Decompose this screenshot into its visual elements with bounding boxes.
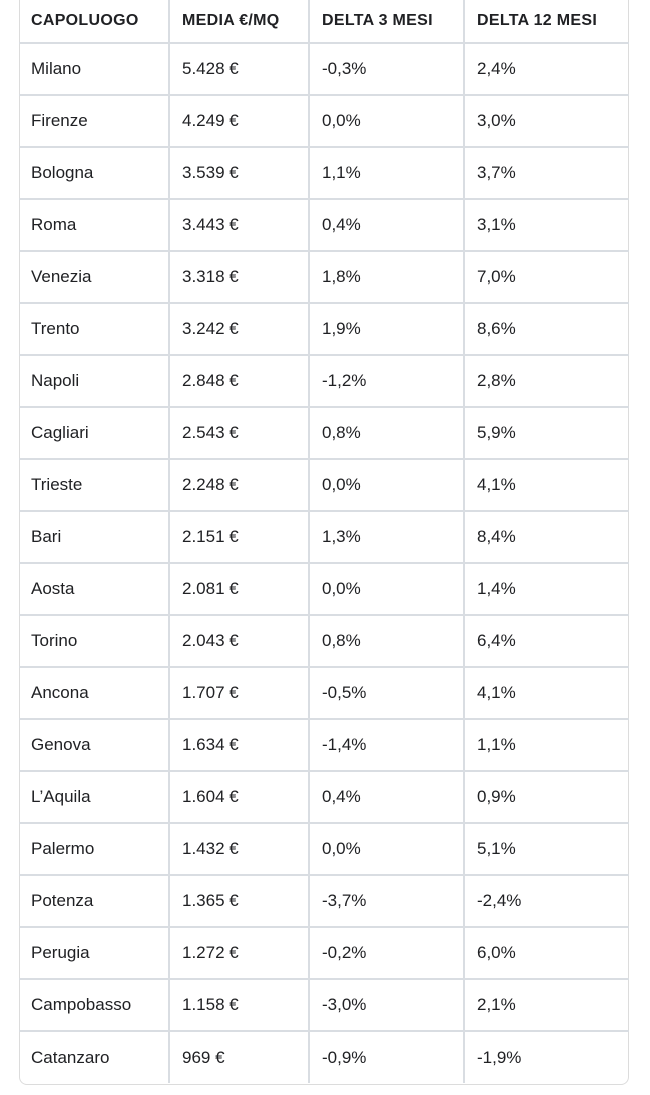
cell-media-eur-mq: 1.604 € xyxy=(169,771,309,823)
table-row xyxy=(19,43,629,95)
cell-delta-3-mesi: 0,4% xyxy=(309,771,464,823)
cell-media-eur-mq: 1.158 € xyxy=(169,979,309,1031)
cell-delta-3-mesi: 1,1% xyxy=(309,147,464,199)
cell-media-eur-mq: 3.242 € xyxy=(169,303,309,355)
cell-media-eur-mq: 1.272 € xyxy=(169,927,309,979)
table-row xyxy=(19,771,629,823)
cell-capoluogo: Cagliari xyxy=(19,407,169,459)
cell-capoluogo: Palermo xyxy=(19,823,169,875)
cell-media-eur-mq: 1.365 € xyxy=(169,875,309,927)
cell-delta-3-mesi: 0,0% xyxy=(309,823,464,875)
cell-delta-3-mesi: 1,8% xyxy=(309,251,464,303)
cell-media-eur-mq: 3.539 € xyxy=(169,147,309,199)
table-row xyxy=(19,875,629,927)
cell-delta-12-mesi: 2,4% xyxy=(464,43,629,95)
table-row xyxy=(19,407,629,459)
table-row xyxy=(19,459,629,511)
table-row xyxy=(19,95,629,147)
cell-delta-3-mesi: 0,0% xyxy=(309,95,464,147)
cell-delta-12-mesi: 6,0% xyxy=(464,927,629,979)
cell-delta-3-mesi: 0,4% xyxy=(309,199,464,251)
cell-delta-3-mesi: -0,9% xyxy=(309,1031,464,1083)
cell-capoluogo: Aosta xyxy=(19,563,169,615)
table-row xyxy=(19,303,629,355)
cell-delta-12-mesi: 4,1% xyxy=(464,459,629,511)
table-row xyxy=(19,563,629,615)
cell-capoluogo: Bologna xyxy=(19,147,169,199)
cell-capoluogo: Torino xyxy=(19,615,169,667)
header-delta-3-mesi: DELTA 3 MESI xyxy=(309,0,464,43)
cell-delta-3-mesi: 1,3% xyxy=(309,511,464,563)
cell-capoluogo: Firenze xyxy=(19,95,169,147)
cell-capoluogo: Milano xyxy=(19,43,169,95)
cell-media-eur-mq: 4.249 € xyxy=(169,95,309,147)
cell-media-eur-mq: 2.043 € xyxy=(169,615,309,667)
cell-capoluogo: Trieste xyxy=(19,459,169,511)
cell-delta-12-mesi: 5,1% xyxy=(464,823,629,875)
cell-delta-12-mesi: 8,4% xyxy=(464,511,629,563)
cell-delta-12-mesi: 3,0% xyxy=(464,95,629,147)
cell-capoluogo: Ancona xyxy=(19,667,169,719)
cell-capoluogo: L’Aquila xyxy=(19,771,169,823)
cell-capoluogo: Perugia xyxy=(19,927,169,979)
cell-delta-3-mesi: 0,0% xyxy=(309,563,464,615)
cell-delta-3-mesi: -1,4% xyxy=(309,719,464,771)
table-row xyxy=(19,355,629,407)
cell-capoluogo: Potenza xyxy=(19,875,169,927)
cell-delta-12-mesi: -1,9% xyxy=(477,1047,522,1067)
cell-media-eur-mq: 3.443 € xyxy=(169,199,309,251)
table-row xyxy=(19,979,629,1031)
cell-delta-12-mesi: 1,1% xyxy=(464,719,629,771)
cell-capoluogo: Napoli xyxy=(19,355,169,407)
cell-delta-12-mesi: 4,1% xyxy=(464,667,629,719)
cell-media-eur-mq: 5.428 € xyxy=(169,43,309,95)
table-row xyxy=(19,927,629,979)
cell-delta-12-mesi: 7,0% xyxy=(464,251,629,303)
table-row xyxy=(19,1031,629,1083)
table-row xyxy=(19,667,629,719)
cell-delta-12-mesi: 1,4% xyxy=(464,563,629,615)
cell-media-eur-mq: 2.848 € xyxy=(169,355,309,407)
cell-delta-12-mesi: 3,1% xyxy=(464,199,629,251)
cell-delta-12-mesi: 2,8% xyxy=(464,355,629,407)
cell-delta-3-mesi: -0,5% xyxy=(309,667,464,719)
cell-media-eur-mq: 1.707 € xyxy=(169,667,309,719)
cell-media-eur-mq: 2.543 € xyxy=(169,407,309,459)
cell-media-eur-mq: 2.081 € xyxy=(169,563,309,615)
cell-delta-3-mesi: 1,9% xyxy=(309,303,464,355)
cell-capoluogo: Campobasso xyxy=(19,979,169,1031)
cell-capoluogo: Venezia xyxy=(19,251,169,303)
cell-media-eur-mq: 1.432 € xyxy=(169,823,309,875)
cell-media-eur-mq: 1.634 € xyxy=(169,719,309,771)
cell-delta-3-mesi: -0,3% xyxy=(309,43,464,95)
cell-media-eur-mq: 2.248 € xyxy=(169,459,309,511)
cell-delta-12-mesi: -2,4% xyxy=(464,875,629,927)
cell-capoluogo: Catanzaro xyxy=(19,1031,169,1083)
cell-media-eur-mq: 2.151 € xyxy=(169,511,309,563)
cell-media-eur-mq: 969 € xyxy=(169,1031,309,1083)
table-row xyxy=(19,147,629,199)
cell-media-eur-mq: 3.318 € xyxy=(169,251,309,303)
cell-capoluogo: Roma xyxy=(19,199,169,251)
table-row xyxy=(19,511,629,563)
table-body xyxy=(19,43,629,1083)
cell-delta-3-mesi: -3,0% xyxy=(309,979,464,1031)
cell-capoluogo: Bari xyxy=(19,511,169,563)
header-delta-12-mesi: DELTA 12 MESI xyxy=(464,0,629,43)
cell-delta-12-mesi: 3,7% xyxy=(464,147,629,199)
cell-delta-3-mesi: -1,2% xyxy=(309,355,464,407)
cell-capoluogo: Genova xyxy=(19,719,169,771)
cell-delta-3-mesi: 0,8% xyxy=(309,407,464,459)
table-row xyxy=(19,199,629,251)
price-table xyxy=(19,0,629,1083)
cell-delta-3-mesi: 0,8% xyxy=(309,615,464,667)
cell-delta-12-mesi: 0,9% xyxy=(464,771,629,823)
table-row xyxy=(19,251,629,303)
table-row xyxy=(19,719,629,771)
header-row xyxy=(19,0,629,43)
cell-delta-12-mesi: 6,4% xyxy=(464,615,629,667)
cell-delta-3-mesi: -3,7% xyxy=(309,875,464,927)
header-capoluogo: CAPOLUOGO xyxy=(19,0,169,43)
cell-capoluogo: Trento xyxy=(19,303,169,355)
cell-delta-12-mesi: 5,9% xyxy=(464,407,629,459)
cell-delta-3-mesi: -0,2% xyxy=(309,927,464,979)
table-row xyxy=(19,615,629,667)
table-header xyxy=(19,0,629,43)
table-row xyxy=(19,823,629,875)
cell-delta-3-mesi: 0,0% xyxy=(309,459,464,511)
header-media-eur-mq: MEDIA €/MQ xyxy=(169,0,309,43)
cell-delta-12-mesi: 2,1% xyxy=(464,979,629,1031)
cell-delta-12-mesi: 8,6% xyxy=(464,303,629,355)
